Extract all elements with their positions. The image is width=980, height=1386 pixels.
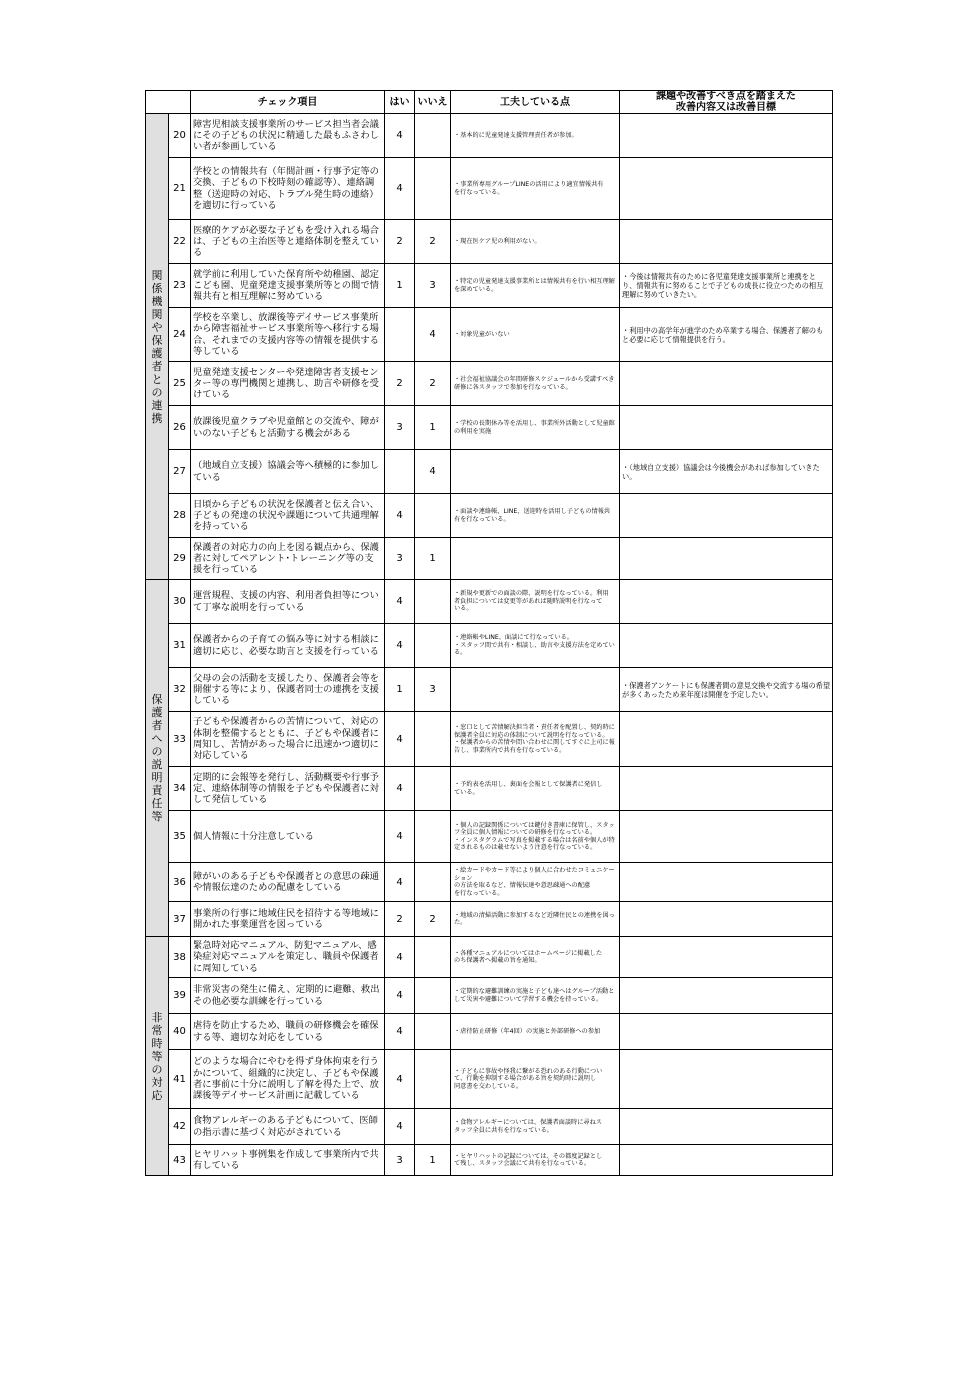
yes-count: 4 <box>385 863 415 902</box>
item-number: 32 <box>169 668 191 712</box>
effort-text: ・特定の児童発達支援事業所とは情報共有を行い相互理解を深めている。 <box>451 264 620 308</box>
yes-count: 4 <box>385 580 415 624</box>
improvement-text <box>620 624 833 668</box>
table-row <box>146 580 833 624</box>
improvement-text <box>620 220 833 264</box>
table-row <box>146 863 833 902</box>
no-count: 1 <box>415 406 451 450</box>
table-row <box>146 712 833 767</box>
effort-text: ・絵カードやカード等により個人に合わせたコミュニケーション の方法を取るなど、情報伝達や意思疎通への配慮 を行なっている。 <box>451 863 620 902</box>
yes-count: 4 <box>385 1014 415 1050</box>
check-item-text: 食物アレルギーのある子どもについて、医師の指示書に基づく対応がされている <box>191 1109 385 1145</box>
check-item-text: 定期的に会報等を発行し、活動概要や行事予定、連絡体制等の情報を子どもや保護者に対して発信している <box>191 767 385 811</box>
effort-text: ・社会福祉協議会の年間研修スケジュールから受講すべき研修に各スタッフで参加を行なっている。 <box>451 362 620 406</box>
header-check-item: チェック項目 <box>191 91 385 114</box>
table-row <box>146 767 833 811</box>
improvement-text <box>620 538 833 580</box>
yes-count: 3 <box>385 1145 415 1176</box>
table-row <box>146 902 833 937</box>
effort-text <box>451 450 620 494</box>
table-row <box>146 1145 833 1176</box>
table-row <box>146 220 833 264</box>
yes-count: 4 <box>385 1050 415 1109</box>
table-body <box>146 114 833 1176</box>
improvement-text <box>620 362 833 406</box>
effort-text: ・子どもに事故や怪我に繋がる恐れのある行動につい て、行動を抑制する場合がある旨を契約時に説明し 同意書を交わしている。 <box>451 1050 620 1109</box>
check-item-text: 医療的ケアが必要な子どもを受け入れる場合は、子どもの主治医等と連絡体制を整えている <box>191 220 385 264</box>
no-count <box>415 158 451 220</box>
check-item-text: （地域自立支援）協議会等へ積極的に参加している <box>191 450 385 494</box>
yes-count <box>385 450 415 494</box>
effort-text: ・基本的に児童発達支援管理責任者が参加。 <box>451 114 620 158</box>
table-row <box>146 538 833 580</box>
yes-count: 3 <box>385 538 415 580</box>
check-item-text: ヒヤリハット事例集を作成して事業所内で共有している <box>191 1145 385 1176</box>
no-count <box>415 624 451 668</box>
effort-text: ・個人の記録関係については鍵付き書庫に保管し、スタッフ全員に個人情報についての研修を行なっている。 ・インスタグラムで写真を掲載する場合は名前や個人が特定されるものは載せないよう注意を行なっている。 <box>451 811 620 863</box>
table-row <box>146 668 833 712</box>
no-count: 1 <box>415 538 451 580</box>
improvement-text <box>620 494 833 538</box>
yes-count: 4 <box>385 712 415 767</box>
no-count: 2 <box>415 362 451 406</box>
no-count <box>415 978 451 1014</box>
yes-count: 4 <box>385 624 415 668</box>
effort-text: ・対象児童がいない <box>451 308 620 362</box>
yes-count: 4 <box>385 1109 415 1145</box>
no-count <box>415 863 451 902</box>
check-item-text: 就学前に利用していた保育所や幼稚園、認定こども園、児童発達支援事業所等との間で情報共有と相互理解に努めている <box>191 264 385 308</box>
check-item-text: 障がいのある子どもや保護者との意思の疎通や情報伝達のための配慮をしている <box>191 863 385 902</box>
effort-text: ・ヒヤリハットの記録については、その都度記録とし て残し、スタッフ会議にて共有を行なっている。 <box>451 1145 620 1176</box>
effort-text: ・面談や連絡帳、LINE、送迎時を活用し子どもの情報共有を行なっている。 <box>451 494 620 538</box>
header-row <box>146 91 833 114</box>
header-no: いいえ <box>415 91 451 114</box>
no-count <box>415 712 451 767</box>
improvement-text <box>620 811 833 863</box>
improvement-text <box>620 406 833 450</box>
item-number: 30 <box>169 580 191 624</box>
check-item-text: 事業所の行事に地域住民を招待する等地域に開かれた事業運営を図っている <box>191 902 385 937</box>
yes-count: 2 <box>385 362 415 406</box>
no-count <box>415 1109 451 1145</box>
improvement-text <box>620 863 833 902</box>
no-count <box>415 580 451 624</box>
no-count: 1 <box>415 1145 451 1176</box>
table-row <box>146 406 833 450</box>
yes-count: 1 <box>385 668 415 712</box>
check-item-text: 保護者の対応力の向上を図る観点から、保護者に対してペアレント･トレーニング等の支援を行っている <box>191 538 385 580</box>
improvement-text <box>620 937 833 978</box>
item-number: 33 <box>169 712 191 767</box>
table-row <box>146 1050 833 1109</box>
yes-count: 4 <box>385 494 415 538</box>
effort-text <box>451 668 620 712</box>
check-item-text: 緊急時対応マニュアル、防犯マニュアル、感染症対応マニュアルを策定し、職員や保護者に周知している <box>191 937 385 978</box>
no-count: 3 <box>415 668 451 712</box>
no-count <box>415 767 451 811</box>
corner-cell <box>146 91 191 114</box>
yes-count: 2 <box>385 220 415 264</box>
check-item-text: 運営規程、支援の内容、利用者負担等について丁寧な説明を行っている <box>191 580 385 624</box>
check-item-text: 日頃から子どもの状況を保護者と伝え合い、子どもの発達の状況や課題について共通理解を持っている <box>191 494 385 538</box>
item-number: 31 <box>169 624 191 668</box>
table-row <box>146 1109 833 1145</box>
item-number: 37 <box>169 902 191 937</box>
yes-count: 4 <box>385 937 415 978</box>
item-number: 38 <box>169 937 191 978</box>
yes-count: 4 <box>385 978 415 1014</box>
item-number: 34 <box>169 767 191 811</box>
self-evaluation-table <box>145 90 833 1176</box>
item-number: 26 <box>169 406 191 450</box>
check-item-text: 非常災害の発生に備え、定期的に避難、救出その他必要な訓練を行っている <box>191 978 385 1014</box>
item-number: 20 <box>169 114 191 158</box>
effort-text: ・各種マニュアルについてはホームページに掲載した のち保護者へ掲載の旨を通知。 <box>451 937 620 978</box>
improvement-text <box>620 712 833 767</box>
item-number: 23 <box>169 264 191 308</box>
item-number: 21 <box>169 158 191 220</box>
improvement-text <box>620 1109 833 1145</box>
table-row <box>146 811 833 863</box>
effort-text: ・学校の長期休み等を活用し、事業所外活動として児童館の利用を実施 <box>451 406 620 450</box>
table-row <box>146 308 833 362</box>
effort-text: ・新規や更新での面談の際、説明を行なっている。利用 者負担については変更等があれば随時説明を行なって いる。 <box>451 580 620 624</box>
effort-text: ・地域の清掃活動に参加するなど近隣住民との連携を図った。 <box>451 902 620 937</box>
check-item-text: 父母の会の活動を支援したり、保護者会等を開催する等により、保護者同士の連携を支援している <box>191 668 385 712</box>
table-row <box>146 1014 833 1050</box>
check-item-text: どのような場合にやむを得ず身体拘束を行うかについて、組織的に決定し、子どもや保護者に事前に十分に説明し了解を得た上で、放課後等デイサービス計画に記載している <box>191 1050 385 1109</box>
item-number: 39 <box>169 978 191 1014</box>
check-item-text: 個人情報に十分注意している <box>191 811 385 863</box>
improvement-text <box>620 767 833 811</box>
item-number: 25 <box>169 362 191 406</box>
category-label: 保護者への説明責任等 <box>151 693 163 823</box>
effort-text <box>451 538 620 580</box>
no-count <box>415 811 451 863</box>
improvement-text <box>620 158 833 220</box>
improvement-text: ・今後は情報共有のために各児童発達支援事業所と連携をとり、情報共有に努めることで子どもの成長に役立つための相互理解に努めていきたい。 <box>620 264 833 308</box>
header-yes: はい <box>385 91 415 114</box>
category-cell <box>146 937 169 1176</box>
yes-count: 2 <box>385 902 415 937</box>
improvement-text: ・利用中の高学年が進学のため卒業する場合、保護者了解のもと必要に応じて情報提供を行う。 <box>620 308 833 362</box>
check-item-text: 保護者からの子育ての悩み等に対する相談に適切に応じ、必要な助言と支援を行っている <box>191 624 385 668</box>
no-count: 2 <box>415 220 451 264</box>
improvement-text <box>620 114 833 158</box>
no-count: 2 <box>415 902 451 937</box>
item-number: 22 <box>169 220 191 264</box>
improvement-text <box>620 1050 833 1109</box>
improvement-text: ・保護者アンケートにも保護者間の意見交換や交流する場の希望が多くあったため来年度は開催を予定したい。 <box>620 668 833 712</box>
effort-text: ・定期的な避難訓練の実施と子ども達へはグループ活動として災害や避難について学習する機会を持っている。 <box>451 978 620 1014</box>
item-number: 28 <box>169 494 191 538</box>
check-item-text: 児童発達支援センターや発達障害者支援センター等の専門機関と連携し、助言や研修を受けている <box>191 362 385 406</box>
no-count <box>415 1014 451 1050</box>
improvement-text <box>620 978 833 1014</box>
item-number: 24 <box>169 308 191 362</box>
effort-text: ・予約表を活用し、裏面を会報として保護者に発信し ている。 <box>451 767 620 811</box>
table-row <box>146 264 833 308</box>
no-count <box>415 937 451 978</box>
header-issues: 課題や改善すべき点を踏まえた 改善内容又は改善目標 <box>620 91 833 114</box>
check-item-text: 子どもや保護者からの苦情について、対応の体制を整備するとともに、子どもや保護者に周知し、苦情があった場合に迅速かつ適切に対応している <box>191 712 385 767</box>
table-row <box>146 362 833 406</box>
item-number: 43 <box>169 1145 191 1176</box>
effort-text: ・窓口として苦情解決担当者・責任者を配置し、契約時に保護者全員に対応の体制について説明を行なっている。 ・保護者からの苦情や問い合わせに関してすぐに上司に報告し、事業所内で共有を行なっている。 <box>451 712 620 767</box>
check-item-text: 学校を卒業し、放課後等デイサービス事業所から障害福祉サービス事業所等へ移行する場合、それまでの支援内容等の情報を提供する等している <box>191 308 385 362</box>
item-number: 40 <box>169 1014 191 1050</box>
table-row <box>146 937 833 978</box>
no-count <box>415 494 451 538</box>
check-item-text: 障害児相談支援事業所のサービス担当者会議にその子どもの状況に精通した最もふさわしい者が参画している <box>191 114 385 158</box>
table-row <box>146 450 833 494</box>
yes-count: 4 <box>385 811 415 863</box>
item-number: 35 <box>169 811 191 863</box>
no-count: 4 <box>415 308 451 362</box>
item-number: 29 <box>169 538 191 580</box>
yes-count: 4 <box>385 158 415 220</box>
item-number: 41 <box>169 1050 191 1109</box>
table-row <box>146 494 833 538</box>
effort-text: ・食物アレルギーについては、保護者面談時に尋ねス タッフ全員に共有を行なっている。 <box>451 1109 620 1145</box>
no-count: 4 <box>415 450 451 494</box>
check-item-text: 虐待を防止するため、職員の研修機会を確保する等、適切な対応をしている <box>191 1014 385 1050</box>
item-number: 36 <box>169 863 191 902</box>
check-item-text: 放課後児童クラブや児童館との交流や、障がいのない子どもと活動する機会がある <box>191 406 385 450</box>
improvement-text: ・（地域自立支援）協議会は今後機会があれば参加していきたい。 <box>620 450 833 494</box>
effort-text: ・事業所専用グループLINEの活用により適宜情報共有 を行なっている。 <box>451 158 620 220</box>
item-number: 42 <box>169 1109 191 1145</box>
table-row <box>146 978 833 1014</box>
yes-count: 3 <box>385 406 415 450</box>
effort-text: ・連絡帳やLINE、面談にて行なっている。 ・スタッフ間で共有・相談し、助言や支援方法を定めている。 <box>451 624 620 668</box>
table-row <box>146 158 833 220</box>
improvement-text <box>620 1014 833 1050</box>
category-label: 関係機関や保護者との連携 <box>151 268 163 425</box>
category-cell <box>146 114 169 580</box>
check-item-text: 学校との情報共有（年間計画・行事予定等の交換、子どもの下校時刻の確認等）、連絡調整（送迎時の対応、トラブル発生時の連絡）を適切に行っている <box>191 158 385 220</box>
yes-count: 4 <box>385 114 415 158</box>
no-count: 3 <box>415 264 451 308</box>
category-label: 非常時等の対応 <box>151 1010 163 1102</box>
category-cell <box>146 580 169 937</box>
effort-text: ・現在医ケア児の利用がない。 <box>451 220 620 264</box>
yes-count: 1 <box>385 264 415 308</box>
header-efforts: 工夫している点 <box>451 91 620 114</box>
no-count <box>415 114 451 158</box>
no-count <box>415 1050 451 1109</box>
yes-count: 4 <box>385 767 415 811</box>
item-number: 27 <box>169 450 191 494</box>
improvement-text <box>620 902 833 937</box>
yes-count <box>385 308 415 362</box>
table-row <box>146 114 833 158</box>
table-row <box>146 624 833 668</box>
effort-text: ・虐待防止研修（年4回）の実施と外部研修への参加 <box>451 1014 620 1050</box>
improvement-text <box>620 580 833 624</box>
improvement-text <box>620 1145 833 1176</box>
